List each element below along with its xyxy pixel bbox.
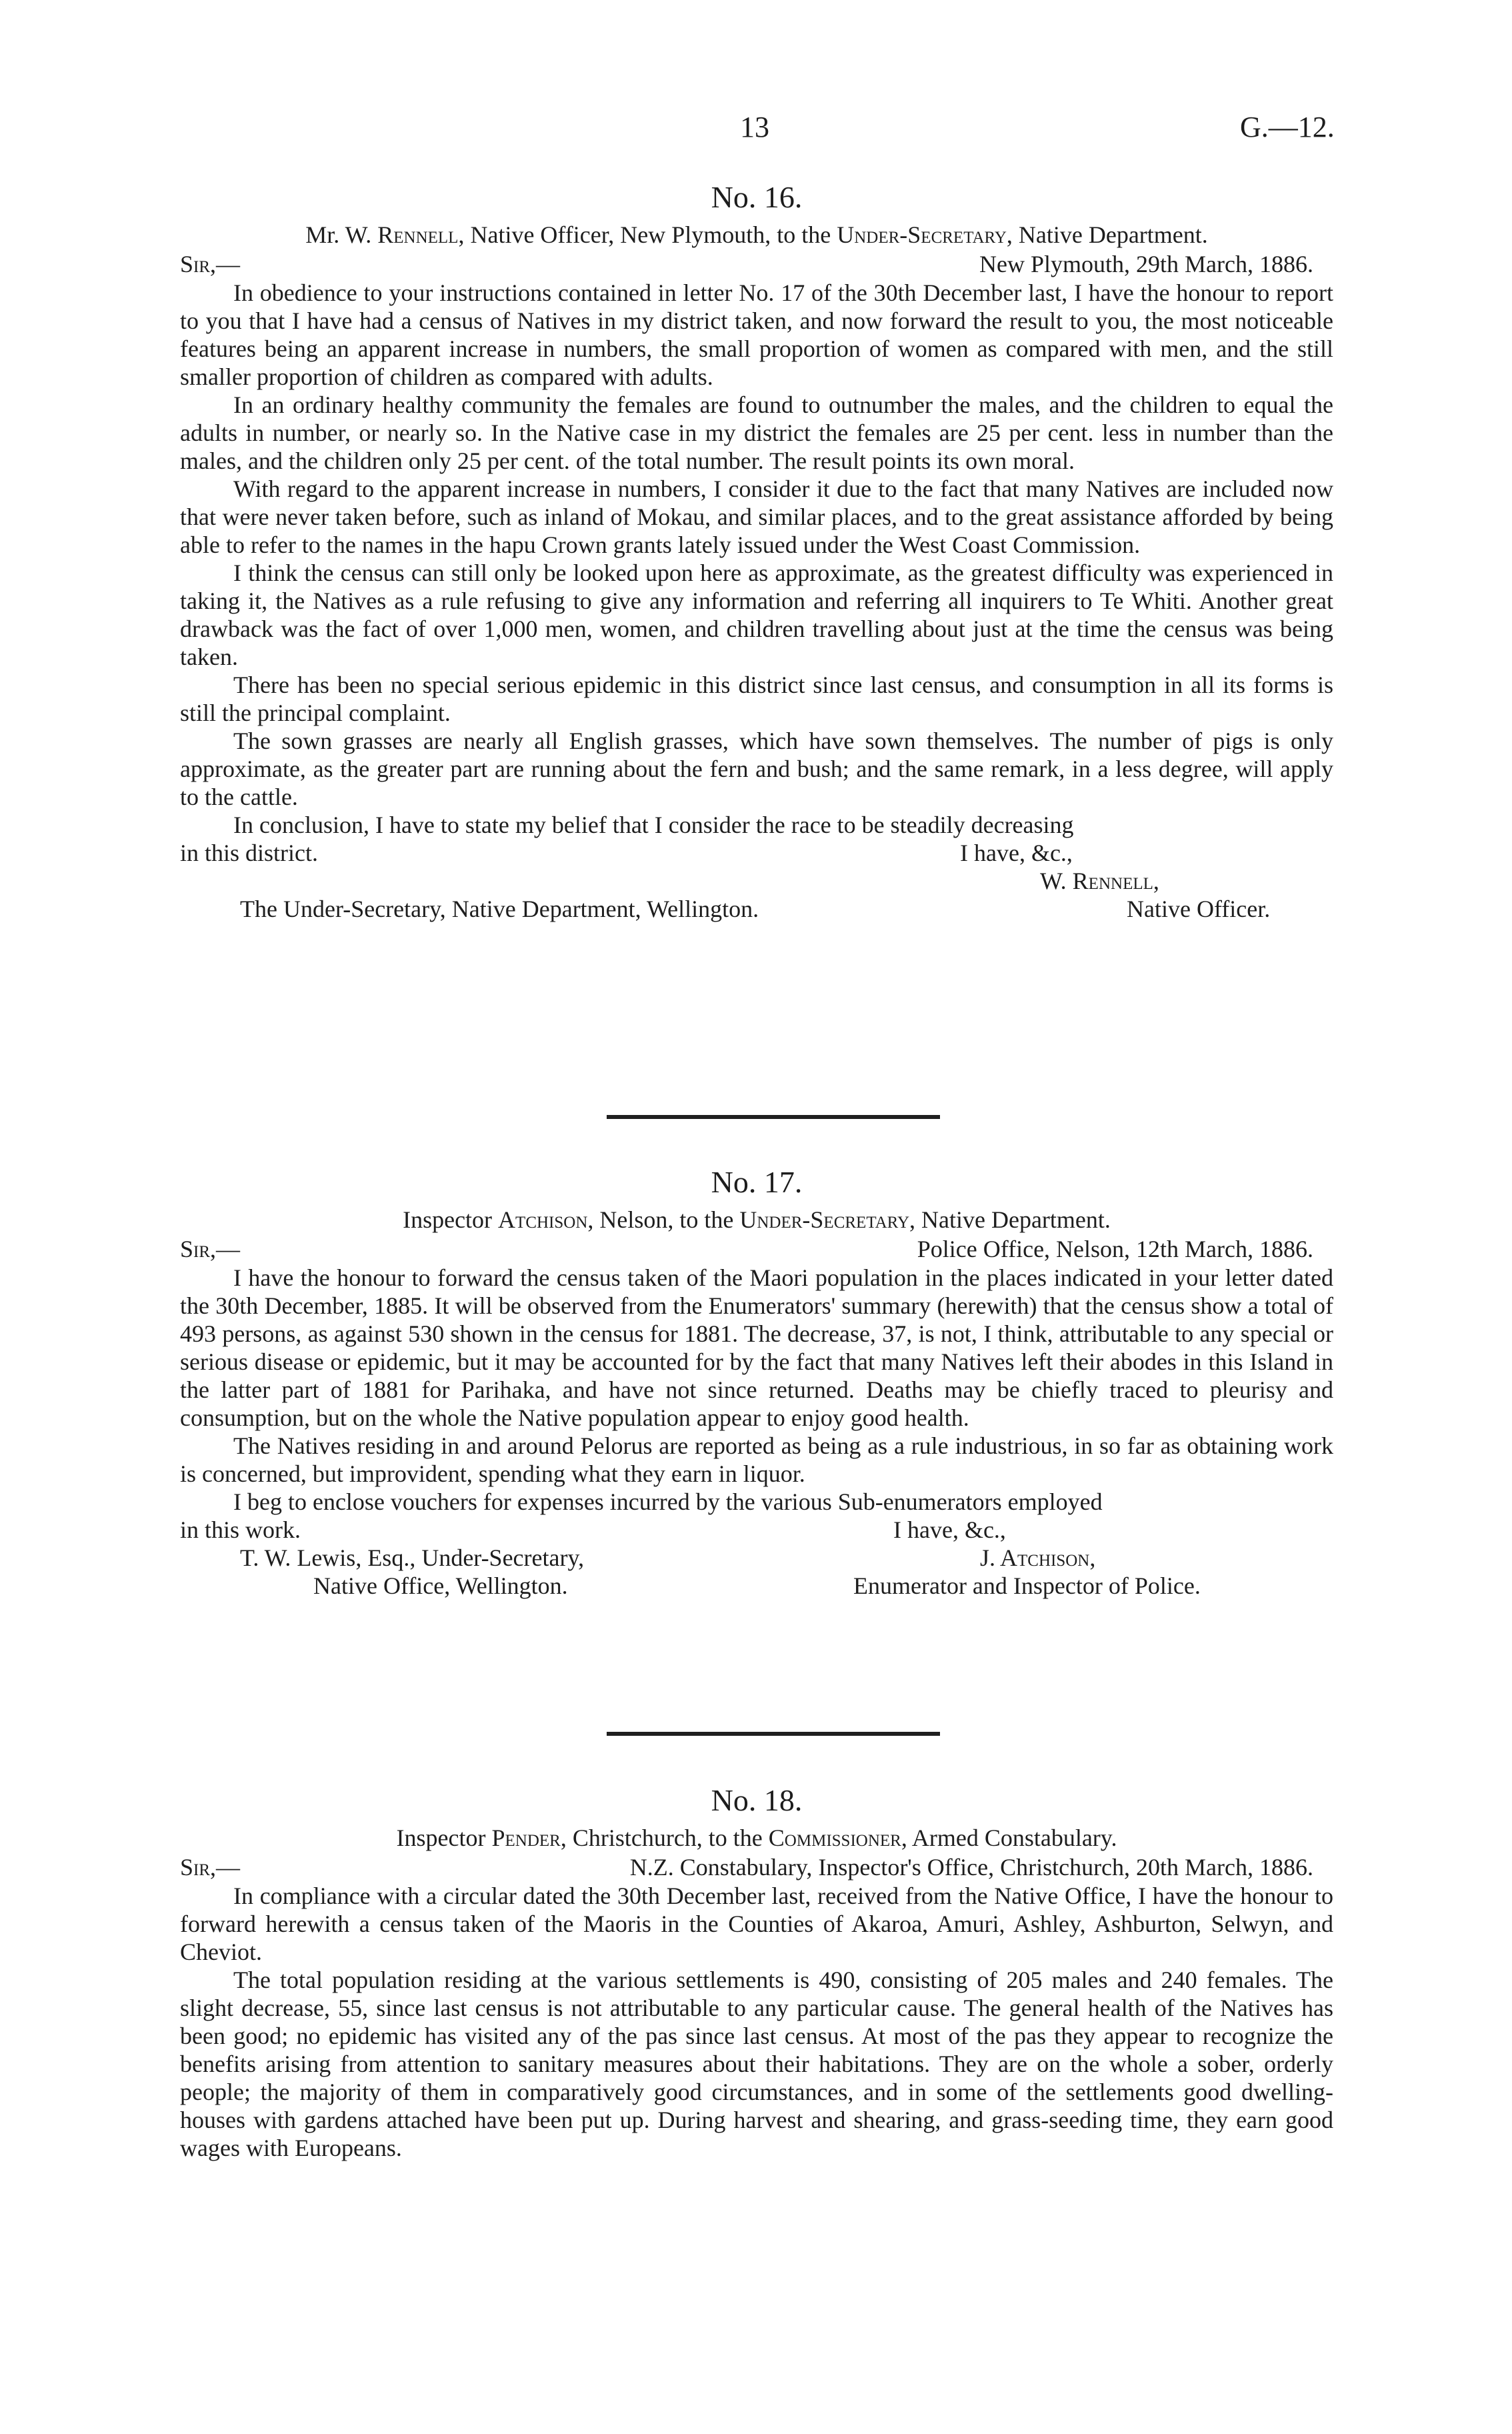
salutation: Sir,—: [180, 1236, 241, 1262]
paragraph: I have the honour to forward the census taken of the Maori population in the places indicated in your letter dated the 30th December, 1885. It will be observed from the Enumerators' summary (herewith) that the census show a total of 493 persons, as against 530 shown in the census for 1881. The decrease, 37, is not, I think, attributable to any special or serious disease or epidemic, but it may be accounted for by the fact that many Natives left their abodes in this Island in the latter part of 1881 for Parihaka, and have not since returned. Deaths may be chiefly traced to pleurisy and consumption, but on the whole the Native population appear to enjoy good health.: [180, 1264, 1333, 1431]
letter-heading: Inspector Atchison, Nelson, to the Under-Secretary, Native Department.: [403, 1206, 1111, 1233]
paragraph: In an ordinary healthy community the females are found to outnumber the males, and the children to equal the adults in number, or nearly so. In the Native case in my district the females are 25 per cent. less in number than the males, and the children only 25 per cent. of the total number. The result points its own moral.: [180, 391, 1333, 474]
letter-heading: Mr. W. Rennell, Native Officer, New Plymouth, to the Under-Secretary, Native Department.: [305, 221, 1208, 248]
letter-number: No. 16.: [711, 180, 803, 214]
sign-off: I have, &c.,: [893, 1516, 1006, 1543]
section-divider: [607, 1115, 940, 1119]
page-code: G.—12.: [1240, 111, 1335, 143]
letter-number: No. 17.: [711, 1165, 803, 1199]
letter-closing: [180, 1516, 1333, 1600]
salutation: Sir,—: [180, 1854, 241, 1881]
paragraph: I think the census can still only be looked upon here as approximate, as the greatest difficulty was experienced in taking it, the Natives as a rule refusing to give any information and referring all inquirers to Te Whiti. Another great drawback was the fact of over 1,000 men, women, and children travelling about just at the time the census was being taken.: [180, 559, 1333, 670]
letter-number: No. 18.: [711, 1783, 803, 1817]
paragraph: The Natives residing in and around Pelorus are reported as being as a rule industrious, in so far as obtaining work is concerned, but improvident, spending what they earn in liquor.: [180, 1432, 1333, 1487]
paragraph: In conclusion, I have to state my belief that I consider the race to be steadily decreasing: [233, 812, 1074, 838]
letter-18: [180, 1782, 1333, 2162]
place-date: Police Office, Nelson, 12th March, 1886.: [917, 1236, 1313, 1262]
closing-last-line: in this work.: [180, 1516, 301, 1543]
paragraph: In compliance with a circular dated the 30th December last, received from the Native Office, I have the honour to forward herewith a census taken of the Maoris in the Counties of Akaroa, Amuri, Ashley, Ashburton, Selwyn, and Cheviot.: [180, 1883, 1333, 1965]
letter-closing: [180, 839, 1333, 923]
letter-17: [180, 1164, 1333, 1600]
page-number: 13: [740, 111, 769, 143]
salutation-line: [180, 1234, 1333, 1264]
place-date: New Plymouth, 29th March, 1886.: [979, 251, 1313, 277]
signature: J. Atchison,: [980, 1544, 1096, 1571]
paragraph: There has been no special serious epidemic in this district since last census, and consumption in all its forms is still the principal complaint.: [180, 672, 1333, 726]
sign-off: I have, &c.,: [960, 840, 1073, 866]
paragraph: The sown grasses are nearly all English grasses, which have sown themselves. The number of pigs is only approximate, as the greater part are running about the fern and bush; and the same remark, in a less degree, will apply to the cattle.: [180, 728, 1333, 810]
signer-title: Enumerator and Inspector of Police.: [853, 1572, 1201, 1599]
recipient-office: Native Office, Wellington.: [313, 1572, 568, 1599]
salutation-line: [180, 249, 1333, 279]
place-date: N.Z. Constabulary, Inspector's Office, Christchurch, 20th March, 1886.: [629, 1854, 1313, 1881]
salutation: Sir,—: [180, 251, 241, 277]
signature: W. Rennell,: [1040, 868, 1159, 894]
paragraph: In obedience to your instructions contained in letter No. 17 of the 30th December last, I have the honour to report to you that I have had a census of Natives in my district taken, and now forward the result to you, the most noticeable features being an apparent increase in numbers, the small proportion of women as compared with men, and the still smaller proportion of children as compared with adults.: [180, 279, 1333, 390]
paragraph: I beg to enclose vouchers for expenses incurred by the various Sub-enumerators employed: [233, 1488, 1103, 1515]
letter-heading: Inspector Pender, Christchurch, to the Commissioner, Armed Constabulary.: [396, 1824, 1117, 1851]
section-divider: [607, 1732, 940, 1736]
letter-16: [180, 179, 1333, 923]
closing-last-line: in this district.: [180, 840, 318, 866]
recipient: T. W. Lewis, Esq., Under-Secretary,: [240, 1544, 585, 1571]
salutation-line: [180, 1853, 1333, 1882]
paragraph: With regard to the apparent increase in numbers, I consider it due to the fact that many Natives are included now that were never taken before, such as inland of Mokau, and similar places, and to the great assistance afforded by being able to refer to the names in the hapu Crown grants lately issued under the West Coast Commission.: [180, 475, 1333, 558]
recipient: The Under-Secretary, Native Department, Wellington.: [240, 896, 759, 922]
paragraph: The total population residing at the various settlements is 490, consisting of 205 males and 240 females. The slight decrease, 55, since last census is not attributable to any particular cause. The general health of the Natives has been good; no epidemic has visited any of the pas since last census. At most of the pas they appear to recognize the benefits arising from attention to sanitary measures about their habitations. They are on the whole a sober, orderly people; the majority of them in comparatively good circumstances, and in some of the settlements good dwelling-houses with gardens attached have been put up. During harvest and shearing, and grass-seeding time, they earn good wages with Europeans.: [180, 1967, 1333, 2161]
signer-title: Native Officer.: [1127, 896, 1271, 922]
